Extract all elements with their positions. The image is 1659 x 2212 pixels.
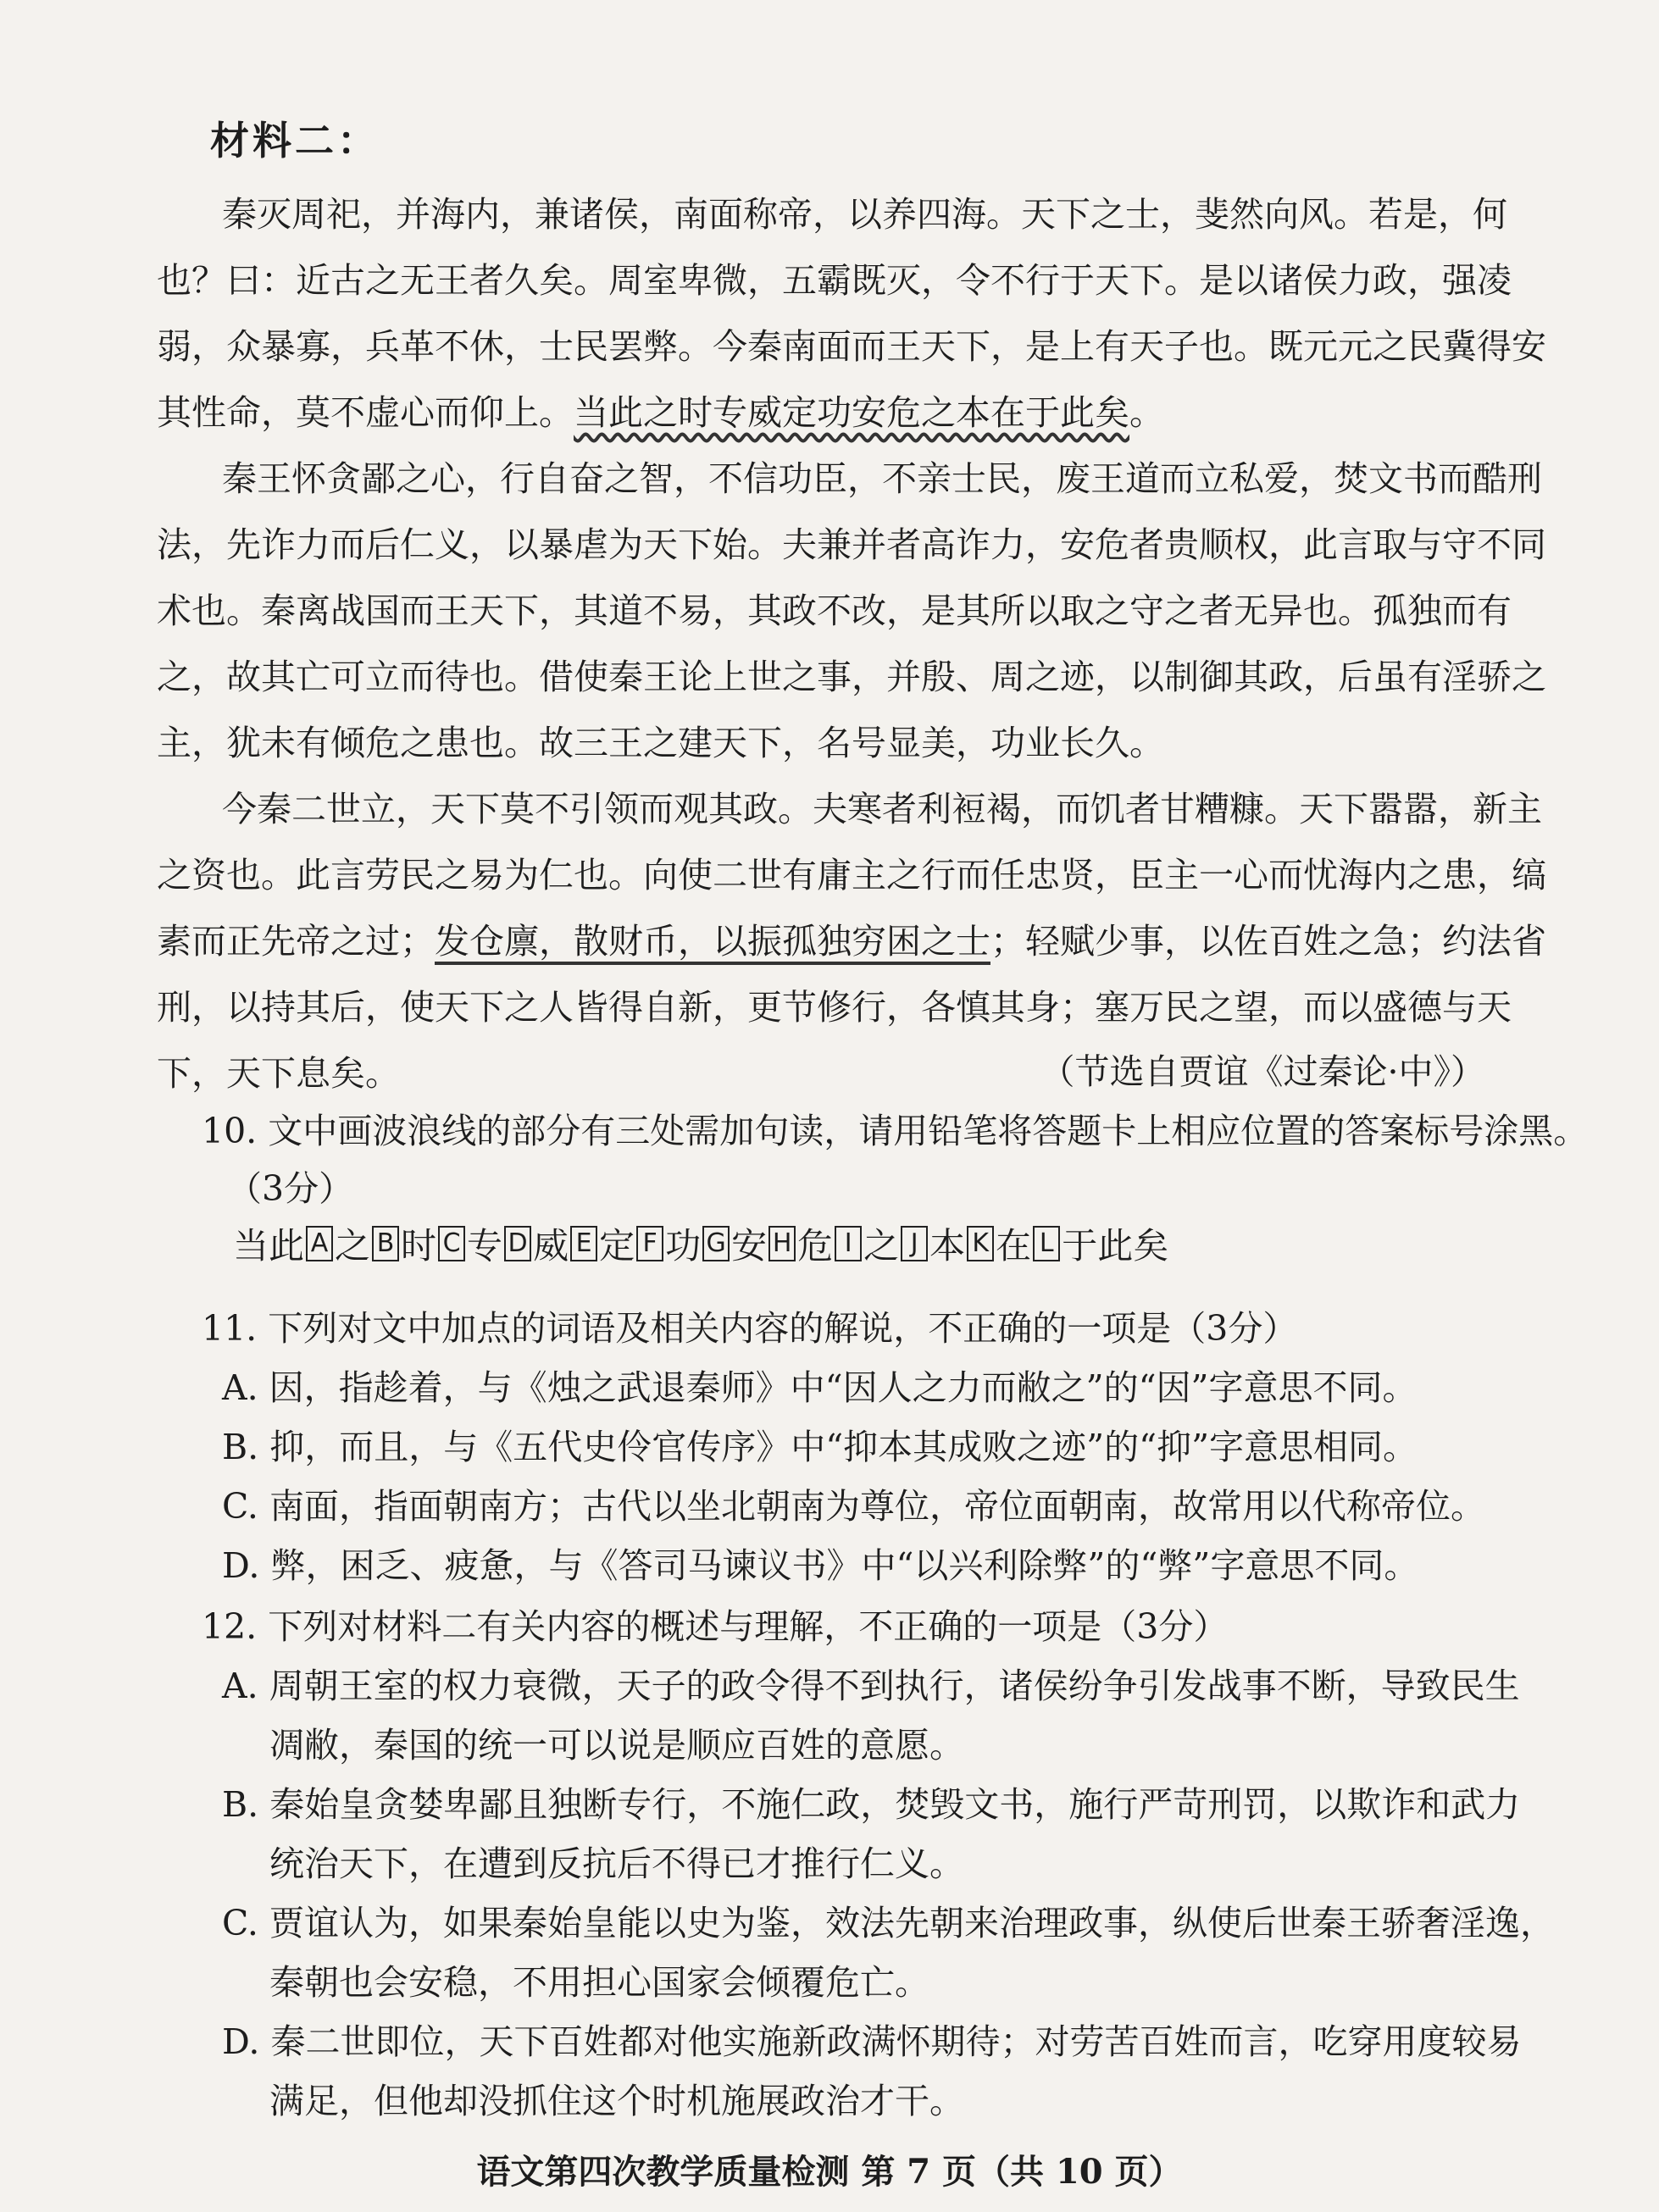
answer-box-d: D <box>504 1226 531 1261</box>
passage-source: （节选自贾谊《过秦论·中》） <box>1040 1051 1485 1092</box>
question-12-option-a: A. 周朝王室的权力衰微，天子的政令得不到执行，诸侯纷争引发战事不断，导致民生 <box>222 1666 1520 1706</box>
question-12-option-b: B. 秦始皇贪婪卑鄙且独断专行，不施仁政，焚毁文书，施行严苛刑罚，以欺诈和武力 <box>222 1784 1521 1825</box>
underlined-text: 发仓廪，散财币，以振孤独穷困之士 <box>435 921 990 962</box>
question-11-option-d: D. 弊，困乏、疲惫，与《答司马谏议书》中“以兴利除弊”的“弊”字意思不同。 <box>222 1545 1419 1586</box>
answer-box-j: J <box>901 1226 928 1261</box>
passage-line: 之资也。此言劳民之易为仁也。向使二世有庸主之行而任忠贤，臣主一心而忧海内之患，缟 <box>157 855 1546 895</box>
passage-line: 主，犹未有倾危之患也。故三王之建天下，名号显美，功业长久。 <box>157 723 1164 763</box>
passage-text: 。 <box>1129 392 1164 433</box>
question-11-option-a: A. 因，指趁着，与《烛之武退秦师》中“因人之力而敝之”的“因”字意思不同。 <box>222 1367 1418 1408</box>
page-footer: 语文第四次教学质量检测 第 7 页（共 10 页） <box>476 2152 1183 2192</box>
question-11-option-c: C. 南面，指面朝南方；古代以坐北朝南为尊位，帝位面朝南，故常用以代称帝位。 <box>222 1486 1485 1527</box>
passage-char: 本 <box>929 1225 966 1267</box>
passage-line <box>157 913 1546 963</box>
question-11-option-b: B. 抑，而且，与《五代史伶官传序》中“抑本其成败之迹”的“抑”字意思相同。 <box>222 1427 1418 1467</box>
question-12-stem: 12. 下列对材料二有关内容的概述与理解，不正确的一项是（3分） <box>202 1606 1229 1647</box>
answer-box-g: G <box>702 1226 730 1261</box>
answer-box-i: I <box>835 1226 862 1261</box>
answer-box-f: F <box>636 1226 663 1261</box>
passage-text: ；轻赋少事，以佐百姓之急；约法省 <box>990 921 1546 962</box>
wavy-underlined-text: 当此之时专威定功安危之本在于此矣 <box>574 392 1129 433</box>
passage-line: 也？曰：近古之无王者久矣。周室卑微，五霸既灭，令不行于天下。是以诸侯力政，强凌 <box>157 260 1512 301</box>
answer-box-h: H <box>768 1226 796 1261</box>
answer-box-a: A <box>306 1226 333 1261</box>
passage-line: 秦王怀贪鄙之心，行自奋之智，不信功臣，不亲士民，废王道而立私爱，焚文书而酷刑 <box>222 458 1542 499</box>
passage-line <box>157 385 1164 435</box>
passage-char: 威 <box>533 1225 569 1267</box>
passage-line: 之，故其亡可立而待也。借使秦王论上世之事，并殷、周之迹，以制御其政，后虽有淫骄之 <box>157 657 1546 697</box>
question-12-option-d: D. 秦二世即位，天下百姓都对他实施新政满怀期待；对劳苦百姓而言，吃穿用度较易 <box>222 2021 1522 2062</box>
answer-box-c: C <box>438 1226 465 1261</box>
question-11-stem: 11. 下列对文中加点的词语及相关内容的解说，不正确的一项是（3分） <box>202 1308 1298 1349</box>
passage-line: 下，天下息矣。 <box>157 1053 400 1094</box>
answer-box-k: K <box>967 1226 994 1261</box>
question-10-stem: 10. 文中画波浪线的部分有三处需加句读，请用铅笔将答题卡上相应位置的答案标号涂黑。 <box>202 1111 1589 1151</box>
passage-char: 定 <box>599 1225 635 1267</box>
passage-char: 于此矣 <box>1062 1225 1169 1267</box>
passage-char: 专 <box>467 1225 503 1267</box>
answer-box-l: L <box>1033 1226 1060 1261</box>
question-12-option-d-cont: 满足，但他却没抓住这个时机施展政治才干。 <box>269 2081 964 2121</box>
section-title: 材料二： <box>210 118 380 164</box>
passage-line: 刑，以持其后，使天下之人皆得自新，更节修行，各慎其身；塞万民之望，而以盛德与天 <box>157 987 1512 1028</box>
passage-char: 在 <box>996 1225 1032 1267</box>
passage-line: 今秦二世立，天下莫不引领而观其政。夫寒者利裋褐，而饥者甘糟糠。天下嚣嚣，新主 <box>222 789 1542 829</box>
passage-line: 弱，众暴寡，兵革不休，士民罢弊。今秦南面而王天下，是上有天子也。既元元之民冀得安 <box>157 326 1546 367</box>
question-12-option-c: C. 贾谊认为，如果秦始皇能以史为鉴，效法先朝来治理政事，纵使后世秦王骄奢淫逸， <box>222 1903 1555 1943</box>
answer-box-b: B <box>372 1226 399 1261</box>
question-12-option-b-cont: 统治天下，在遭到反抗后不得已才推行仁义。 <box>269 1843 964 1884</box>
passage-text: 其性命，莫不虚心而仰上。 <box>157 392 574 433</box>
passage-char: 安 <box>731 1225 768 1267</box>
passage-line: 法，先诈力而后仁义，以暴虐为天下始。夫兼并者高诈力，安危者贵顺权，此言取与守不同 <box>157 524 1546 565</box>
passage-line: 秦灭周祀，并海内，兼诸侯，南面称帝，以养四海。天下之士，斐然向风。若是，何 <box>222 194 1507 235</box>
passage-line: 术也。秦离战国而王天下，其道不易，其政不改，是其所以取之守之者无异也。孤独而有 <box>157 590 1512 631</box>
punctuation-answer-row <box>233 1218 1168 1269</box>
passage-char: 之 <box>863 1225 900 1267</box>
passage-text: 素而正先帝之过； <box>157 921 435 962</box>
question-12-option-a-cont: 凋敝，秦国的统一可以说是顺应百姓的意愿。 <box>269 1725 964 1766</box>
question-10-score: （3分） <box>227 1168 354 1209</box>
passage-char: 时 <box>401 1225 437 1267</box>
passage-char: 之 <box>335 1225 371 1267</box>
passage-char: 当此 <box>233 1225 305 1267</box>
question-12-option-c-cont: 秦朝也会安稳，不用担心国家会倾覆危亡。 <box>269 1962 929 2003</box>
answer-box-e: E <box>570 1226 597 1261</box>
passage-char: 危 <box>797 1225 834 1267</box>
passage-char: 功 <box>665 1225 702 1267</box>
